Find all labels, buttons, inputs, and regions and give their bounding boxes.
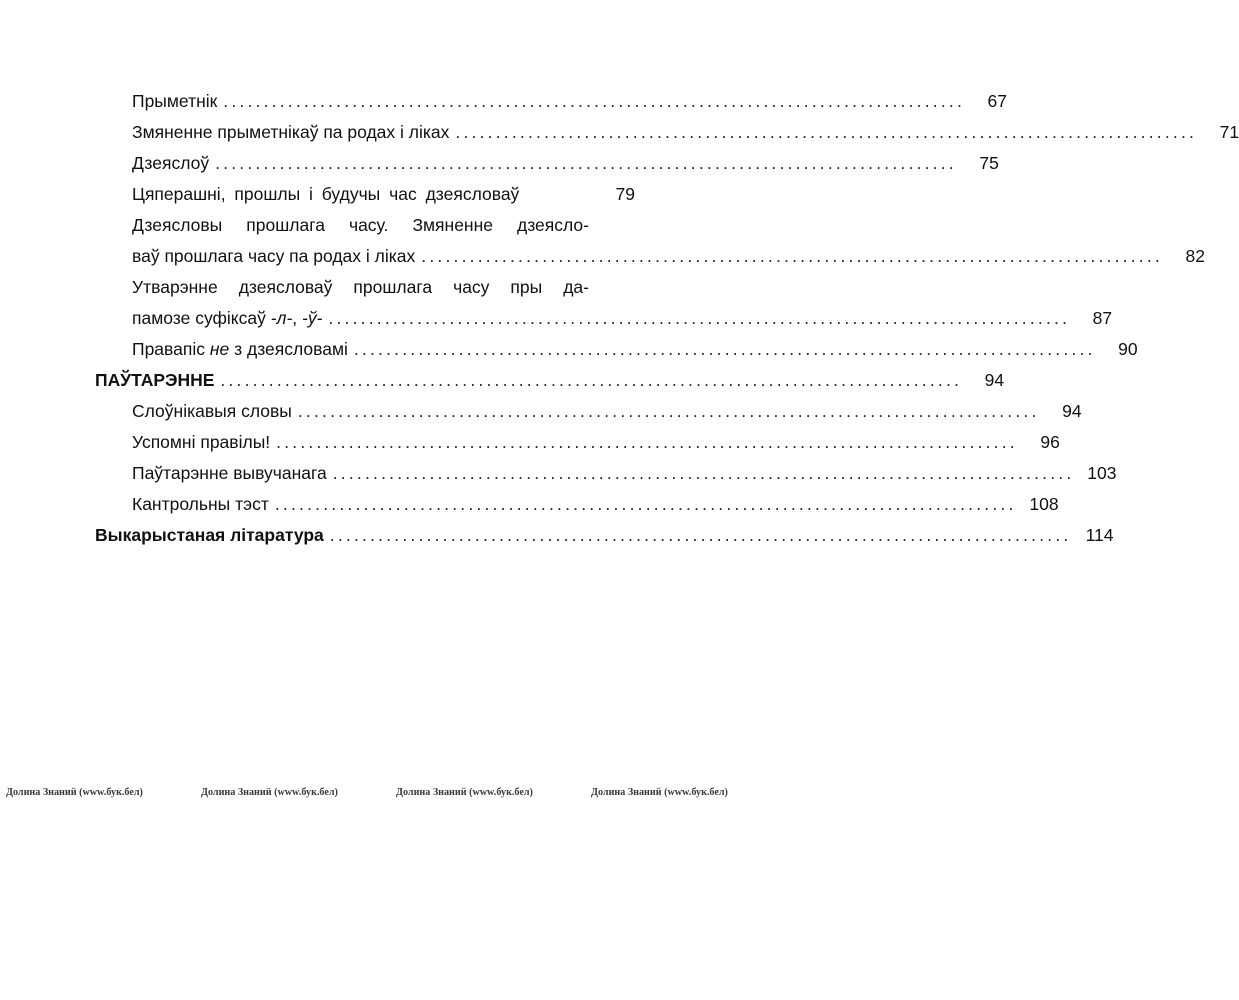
dot-leader: ............................................................................................	[421, 246, 1163, 266]
toc-entry-page: 94	[1062, 401, 1082, 421]
toc-entry-page: 79	[615, 184, 635, 204]
toc-entry-title	[132, 334, 348, 365]
dot-leader: ............................................................................................	[353, 339, 1096, 359]
dot-leader: ............................................................................................	[220, 370, 963, 390]
watermark-strip	[0, 786, 728, 806]
toc-entry-title: Кантрольны тэст	[132, 494, 269, 514]
toc-entry[interactable]	[95, 210, 1205, 272]
suffix-l: -л-	[270, 308, 293, 328]
dot-leader: ............................................................................................	[329, 525, 1072, 545]
toc-entry[interactable]	[95, 458, 1117, 489]
toc-entry[interactable]	[95, 334, 1138, 365]
title-text: памозе суфіксаў	[132, 308, 271, 328]
title-text: Правапіс	[132, 339, 210, 359]
toc-entry-title: ваў прошлага часу па родах і ліках	[132, 246, 416, 266]
separator: ,	[292, 308, 303, 328]
toc-entry[interactable]	[95, 272, 1113, 334]
toc-entry[interactable]	[95, 148, 999, 179]
dot-leader: ............................................................................................	[328, 308, 1071, 328]
dot-leader: ............................................................................................	[332, 463, 1075, 483]
toc-entry-title: Прыметнік	[132, 91, 218, 111]
suffix-u: -ў-	[302, 308, 323, 328]
toc-section-title: ПАЎТАРЭННЕ	[95, 370, 215, 390]
watermark-text: Долина Знаний (www.бук.бел)	[6, 786, 143, 798]
toc-entry-title: Слоўнікавыя словы	[132, 401, 292, 421]
toc-entry-page: 87	[1092, 308, 1113, 328]
toc-section-title: Выкарыстаная літаратура	[95, 525, 324, 545]
title-text: з дзеясловамі	[229, 339, 348, 359]
toc-entry-page: 96	[1040, 432, 1060, 452]
toc-entry[interactable]	[95, 117, 1239, 148]
dot-leader: ............................................................................................	[274, 494, 1017, 514]
dot-leader: ............................................................................................	[455, 122, 1198, 142]
toc-entry-title: Цяперашні, прошлы і будучы час дзеясловаў	[132, 184, 520, 204]
toc-section-entry[interactable]	[95, 365, 1005, 396]
toc-entry[interactable]	[95, 396, 1082, 427]
toc-entry-page: 67	[987, 91, 1008, 111]
toc-section-entry[interactable]	[95, 520, 1114, 551]
toc-entry-page: 90	[1118, 339, 1138, 359]
toc-entry[interactable]	[95, 86, 1008, 117]
toc-entry[interactable]	[95, 179, 635, 210]
watermark-text: Долина Знаний (www.бук.бел)	[591, 786, 728, 798]
dot-leader: ............................................................................................	[215, 153, 957, 173]
dot-leader: ............................................................................................	[297, 401, 1040, 421]
toc-entry-page: 94	[984, 370, 1005, 390]
toc-entry-page: 108	[1029, 494, 1059, 514]
toc-entry-title: Успомні правілы!	[132, 432, 271, 452]
toc-entry-page: 82	[1185, 246, 1205, 266]
watermark-text: Долина Знаний (www.бук.бел)	[396, 786, 533, 798]
toc-entry-title-line1: Утварэнне дзеясловаў прошлага часу пры да-	[132, 277, 589, 297]
toc-entry-page: 71	[1219, 122, 1239, 142]
toc-entry-title: Паўтарэнне вывучанага	[132, 463, 327, 483]
toc-entry-page: 75	[979, 153, 999, 173]
dot-leader: ............................................................................................	[276, 432, 1018, 452]
toc-entry-title: Дзеяслоў	[132, 153, 210, 173]
toc-entry[interactable]	[95, 427, 1060, 458]
toc-entry-title-line1: Дзеясловы прошлага часу. Змяненне дзеясло-	[132, 215, 589, 235]
toc-entry-page: 114	[1085, 525, 1114, 545]
watermark-text: Долина Знаний (www.бук.бел)	[201, 786, 338, 798]
table-of-contents	[95, 86, 1239, 551]
toc-entry[interactable]	[95, 489, 1059, 520]
toc-entry-title: Змяненне прыметнікаў па родах і ліках	[132, 122, 450, 142]
toc-entry-page: 103	[1087, 463, 1117, 483]
toc-entry-title	[132, 303, 322, 334]
dot-leader: ............................................................................................	[223, 91, 966, 111]
word-ne: не	[209, 339, 230, 359]
